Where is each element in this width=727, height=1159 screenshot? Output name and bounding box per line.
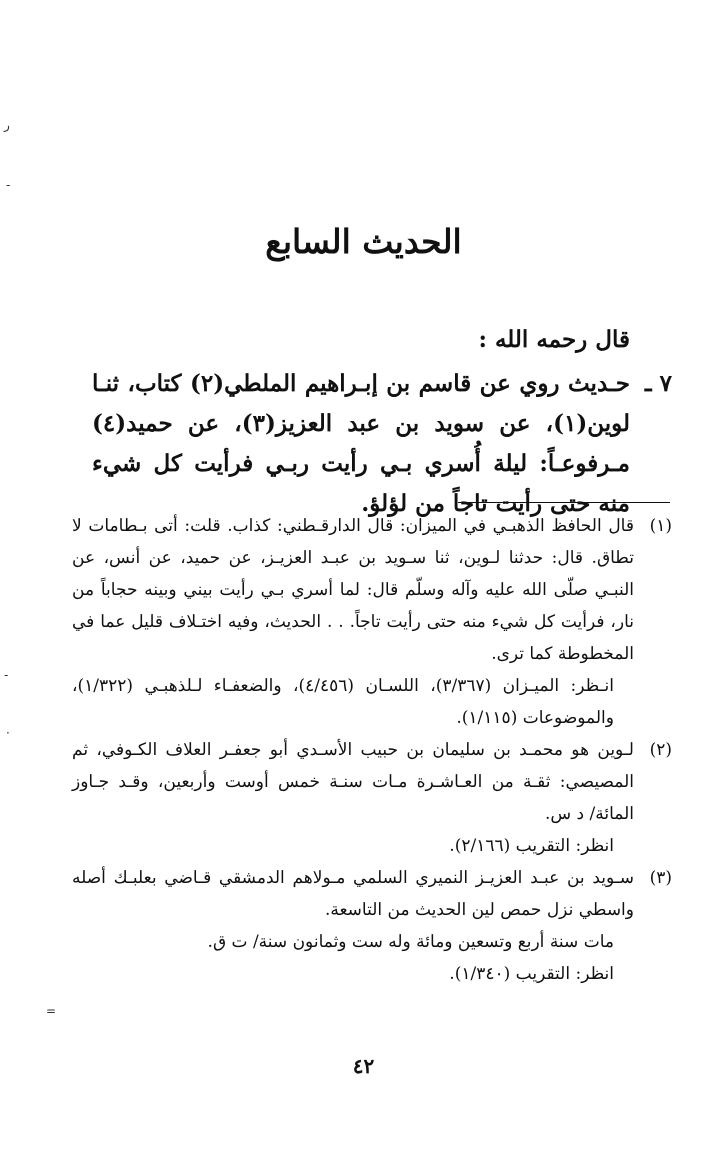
footnote-number: (٣) [649,868,672,888]
margin-mark: - [4,668,9,682]
footnote-text: لـوين هو محمـد بن سليمان بن حبيب الأسـدي أبو جعفـر العلاف الكـوفي، ثم المصيصي: ثقـة من العـاشـرة مـات سنـة خمس أوست وأربعين، وقـد جـاوز المائة/ د س. [72,740,634,824]
chapter-title: الحديث السابع [265,222,462,261]
footnote-divider [458,502,670,503]
intro-line: قال رحمه الله : [478,326,630,353]
page-number: ٤٢ [352,1054,375,1078]
footnote-reference: انـظر: الميـزان (٣/٣٦٧)، اللسـان (٤/٤٥٦)، والضعفـاء لـلذهبـي (١/٣٢٢)، والموضوعات (١/١١٥). [72,676,615,728]
margin-mark: = [46,1004,57,1018]
footnote-number: (١) [649,516,672,536]
footnote-text: سـويد بن عبـد العزيـز النميري السلمي مـولاهم الدمشقي قـاضي بعلبـك أصله واسطي نزل حمص لين الحديث من التاسعة. [72,868,634,920]
footnote-reference: انظر: التقريب (٢/١٦٦). [449,836,614,856]
margin-mark: · [6,726,10,740]
footnote [72,510,672,734]
footnotes [72,510,672,990]
hadith-number: ٧ ـ [644,370,672,397]
footnote-text: قال الحافظ الذهبـي في الميزان: قال الدارقـطني: كذاب. قلت: أتى بـطامات لا تطاق. قال: حدثنا لـوين، ثنا سـويد بن عبـد العزيـز، عن حميد، عن أنس، عن النبـي صلّى الله عليه وآله وسلّم قال: لما أسري بـي رأيت بيني وبينه حجاباً من نار، فرأيت كل شيء منه حتى رأيت تاجاً. . . الحديث، وفيه اختـلاف قليل عما في المخطوطة كما ترى. [72,516,634,664]
footnote [72,862,672,990]
hadith-block [92,364,672,524]
footnote-number: (٢) [649,740,672,760]
footnote-subtext: مات سنة أربع وتسعين ومائة وله ست وثمانون سنة/ ت ق. [207,932,614,952]
margin-mark: - [6,178,11,192]
footnote-reference: انظر: التقريب (١/٣٤٠). [449,964,614,984]
margin-mark: ر [4,118,10,132]
footnote [72,734,672,862]
hadith-text: حـديث روي عن قاسم بن إبـراهيم الملطي(٢) كتاب، ثنـا لوين(١)، عن سويد بن عبد العزيز(٣)، عن حميد(٤) مـرفوعـاً: ليلة أُسري بـي رأيت ربـي فرأيت كل شيء منه حتى رأيت تاجاً من لؤلؤ. [92,370,630,517]
